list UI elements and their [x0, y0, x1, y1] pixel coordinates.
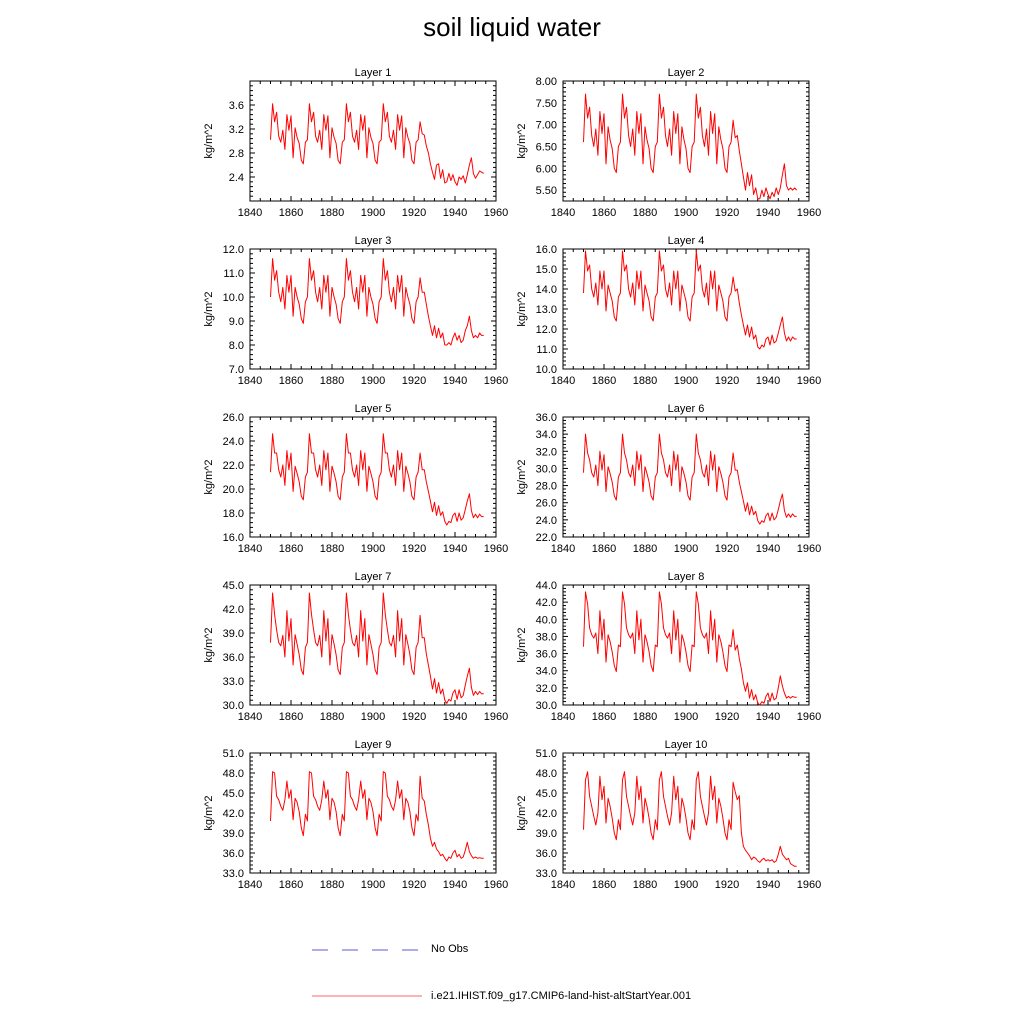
layer-6-xtick-label: 1840: [550, 543, 576, 555]
layer-7-xtick-label: 1900: [360, 711, 386, 723]
layer-1-plot-frame: [250, 81, 496, 201]
layer-9-ytick-label: 51.0: [222, 748, 244, 760]
layer-6-ylabel: kg/m^2: [516, 459, 528, 495]
layer-5-ytick-label: 18.0: [222, 508, 244, 520]
layer-7-xtick-label: 1880: [319, 711, 345, 723]
layer-9-xtick-label: 1880: [319, 879, 345, 891]
layer-4-ytick-label: 10.0: [535, 364, 557, 376]
layer-6-ytick-label: 32.0: [535, 446, 557, 459]
layer-7-ytick-label: 42.0: [222, 604, 244, 616]
layer-8-xtick-label: 1860: [591, 711, 617, 723]
layer-4-xtick-label: 1960: [796, 375, 822, 387]
layer-10-ytick-label: 48.0: [535, 768, 557, 780]
layer-10-xtick-label: 1840: [550, 879, 576, 891]
layer-8-ylabel: kg/m^2: [516, 627, 528, 663]
layer-10-xtick-label: 1860: [591, 879, 617, 891]
layer-1-ytick-label: 2.4: [228, 172, 244, 184]
layer-10-ytick-label: 51.0: [535, 748, 557, 760]
layer-3-ytick-label: 8.0: [228, 340, 244, 352]
layer-5-ytick-label: 26.0: [222, 412, 244, 424]
layer-2-series-line: [584, 94, 797, 199]
layer-3-xtick-label: 1940: [442, 375, 468, 387]
layer-9-title: Layer 9: [354, 739, 392, 751]
layer-3-title: Layer 3: [354, 235, 392, 247]
layer-9-series-line: [271, 772, 484, 861]
layer-10-xtick-label: 1900: [673, 879, 699, 891]
layer-2-ytick-label: 7.50: [535, 97, 557, 110]
layer-9-xtick-label: 1860: [278, 879, 304, 891]
layer-7-ytick-label: 33.0: [222, 676, 244, 688]
layer-8-plot-frame: [563, 585, 809, 705]
layer-6-ytick-label: 22.0: [535, 532, 557, 544]
layer-10-ytick-label: 42.0: [535, 808, 557, 820]
layer-10-xtick-label: 1940: [755, 879, 781, 891]
layer-10-xtick-label: 1960: [796, 879, 822, 891]
layer-6-ytick-label: 26.0: [535, 497, 557, 510]
layer-5-title: Layer 5: [354, 403, 392, 415]
layer-9-xtick-label: 1960: [483, 879, 509, 891]
layer-8-title: Layer 8: [667, 571, 705, 583]
layer-1-title: Layer 1: [354, 67, 392, 79]
layer-4-ytick-label: 12.0: [535, 324, 557, 336]
layer-3-ytick-label: 11.0: [223, 268, 244, 280]
layer-5-ytick-label: 22.0: [222, 460, 244, 472]
layer-4-xtick-label: 1940: [755, 375, 781, 387]
layer-7-xtick-label: 1920: [401, 711, 427, 723]
layer-5-xtick-label: 1860: [278, 543, 304, 555]
layer-10-ytick-label: 45.0: [535, 788, 557, 800]
layer-7-ytick-label: 39.0: [222, 628, 244, 640]
layer-4-ytick-label: 16.0: [535, 244, 557, 256]
layer-9-xtick-label: 1840: [237, 879, 263, 891]
layer-7-ylabel: kg/m^2: [203, 627, 215, 663]
layer-5-xtick-label: 1960: [483, 543, 509, 555]
layer-5-xtick-label: 1900: [360, 543, 386, 555]
layer-8-ytick-label: 30.0: [535, 700, 557, 712]
layer-4-xtick-label: 1840: [550, 375, 576, 387]
layer-2-xtick-label: 1960: [796, 207, 822, 219]
layer-6-ytick-label: 36.0: [535, 412, 557, 424]
layer-7-ytick-label: 45.0: [222, 580, 244, 592]
layer-7-series-line: [271, 593, 484, 703]
layer-5-series-line: [271, 434, 484, 525]
layer-2-ylabel: kg/m^2: [516, 123, 528, 159]
layer-9-xtick-label: 1940: [442, 879, 468, 891]
layer-1-xtick-label: 1880: [319, 207, 345, 219]
page-title: soil liquid water: [423, 12, 601, 42]
layer-3-ylabel: kg/m^2: [203, 291, 215, 327]
layer-10-xtick-label: 1920: [714, 879, 740, 891]
layer-8-xtick-label: 1840: [550, 711, 576, 723]
layer-5-ylabel: kg/m^2: [203, 459, 215, 495]
layer-8-ytick-label: 44.0: [535, 580, 557, 592]
layer-4-ytick-label: 11.0: [536, 344, 557, 356]
layer-4-xtick-label: 1880: [632, 375, 658, 387]
layer-9-xtick-label: 1900: [360, 879, 386, 891]
layer-4-ylabel: kg/m^2: [516, 291, 528, 327]
layer-5-plot-frame: [250, 417, 496, 537]
layer-9-ytick-label: 48.0: [222, 768, 244, 780]
layer-10-ytick-label: 33.0: [535, 868, 557, 880]
layer-2-xtick-label: 1860: [591, 207, 617, 219]
layer-3-xtick-label: 1860: [278, 375, 304, 387]
layer-9-ylabel: kg/m^2: [203, 795, 215, 831]
layer-3-xtick-label: 1840: [237, 375, 263, 387]
layer-8-ytick-label: 34.0: [535, 665, 557, 678]
layer-7-title: Layer 7: [354, 571, 392, 583]
layer-4-plot-frame: [563, 249, 809, 369]
layer-1-ylabel: kg/m^2: [203, 123, 215, 159]
layer-4-xtick-label: 1860: [591, 375, 617, 387]
layer-1-xtick-label: 1900: [360, 207, 386, 219]
layer-10-title: Layer 10: [664, 739, 708, 751]
layer-9-ytick-label: 36.0: [222, 848, 244, 860]
layer-8-ytick-label: 32.0: [535, 682, 557, 695]
layer-4-series-line: [584, 251, 797, 349]
layer-7-xtick-label: 1940: [442, 711, 468, 723]
layer-8-ytick-label: 36.0: [535, 648, 557, 661]
layer-4-xtick-label: 1900: [673, 375, 699, 387]
layer-8-series-line: [584, 592, 797, 705]
layer-9-xtick-label: 1920: [401, 879, 427, 891]
layer-8-xtick-label: 1940: [755, 711, 781, 723]
layer-2-ytick-label: 8.00: [535, 76, 557, 88]
layer-8-xtick-label: 1880: [632, 711, 658, 723]
layer-6-ytick-label: 30.0: [535, 463, 557, 476]
layer-1-xtick-label: 1920: [401, 207, 427, 219]
layer-2-ytick-label: 5.50: [535, 185, 557, 198]
layer-9-ytick-label: 33.0: [222, 868, 244, 880]
layer-2-title: Layer 2: [667, 67, 705, 79]
layer-6-series-line: [584, 434, 797, 524]
layer-9-ytick-label: 39.0: [222, 828, 244, 840]
layer-6-title: Layer 6: [667, 403, 705, 415]
layer-6-xtick-label: 1900: [673, 543, 699, 555]
layer-3-ytick-label: 10.0: [222, 292, 244, 304]
layer-5-xtick-label: 1840: [237, 543, 263, 555]
layer-8-xtick-label: 1960: [796, 711, 822, 723]
layer-2-xtick-label: 1840: [550, 207, 576, 219]
layer-3-xtick-label: 1920: [401, 375, 427, 387]
layer-1-xtick-label: 1840: [237, 207, 263, 219]
layer-1-xtick-label: 1860: [278, 207, 304, 219]
layer-1-xtick-label: 1960: [483, 207, 509, 219]
layer-7-xtick-label: 1960: [483, 711, 509, 723]
layer-2-xtick-label: 1920: [714, 207, 740, 219]
layer-1-ytick-label: 3.2: [228, 124, 244, 136]
layer-6-xtick-label: 1880: [632, 543, 658, 555]
layer-6-plot-frame: [563, 417, 809, 537]
layer-4-xtick-label: 1920: [714, 375, 740, 387]
layer-6-ytick-label: 24.0: [535, 514, 557, 527]
layer-5-xtick-label: 1920: [401, 543, 427, 555]
layer-2-ytick-label: 6.50: [535, 141, 557, 154]
layer-3-xtick-label: 1960: [483, 375, 509, 387]
legend-no-obs-label: No Obs: [431, 943, 469, 955]
layer-8-ytick-label: 42.0: [535, 597, 557, 610]
layer-4-title: Layer 4: [667, 235, 705, 247]
layer-9-ytick-label: 42.0: [222, 808, 244, 820]
layer-2-xtick-label: 1900: [673, 207, 699, 219]
layer-6-xtick-label: 1860: [591, 543, 617, 555]
layer-1-ytick-label: 2.8: [228, 148, 244, 160]
layer-2-xtick-label: 1940: [755, 207, 781, 219]
layer-6-xtick-label: 1940: [755, 543, 781, 555]
layer-3-ytick-label: 9.0: [228, 316, 244, 328]
layer-3-plot-frame: [250, 249, 496, 369]
layer-7-ytick-label: 36.0: [222, 652, 244, 664]
legend-model-label: i.e21.IHIST.f09_g17.CMIP6-land-hist-altStartYear.001: [431, 990, 692, 1002]
layer-2-ytick-label: 7.00: [535, 119, 557, 132]
layer-7-plot-frame: [250, 585, 496, 705]
layer-6-xtick-label: 1960: [796, 543, 822, 555]
layer-8-xtick-label: 1900: [673, 711, 699, 723]
layer-10-ytick-label: 36.0: [535, 848, 557, 860]
layer-4-ytick-label: 14.0: [535, 284, 557, 296]
layer-8-xtick-label: 1920: [714, 711, 740, 723]
layer-2-xtick-label: 1880: [632, 207, 658, 219]
layer-2-ytick-label: 6.00: [535, 163, 557, 176]
layer-10-series-line: [584, 772, 797, 867]
layer-10-ylabel: kg/m^2: [516, 795, 528, 831]
layer-7-xtick-label: 1860: [278, 711, 304, 723]
layer-6-ytick-label: 28.0: [535, 480, 557, 493]
layer-9-ytick-label: 45.0: [222, 788, 244, 800]
layer-6-xtick-label: 1920: [714, 543, 740, 555]
layer-2-plot-frame: [563, 81, 809, 201]
layer-6-ytick-label: 34.0: [535, 429, 557, 442]
layer-7-xtick-label: 1840: [237, 711, 263, 723]
layer-4-ytick-label: 13.0: [535, 304, 557, 316]
layer-3-xtick-label: 1900: [360, 375, 386, 387]
layer-5-ytick-label: 16.0: [222, 532, 244, 544]
layer-4-ytick-label: 15.0: [535, 264, 557, 276]
layer-5-xtick-label: 1880: [319, 543, 345, 555]
layer-10-plot-frame: [563, 753, 809, 873]
layer-3-series-line: [271, 259, 484, 345]
layer-8-ytick-label: 38.0: [535, 631, 557, 644]
layer-1-series-line: [271, 104, 484, 186]
layer-3-xtick-label: 1880: [319, 375, 345, 387]
layer-3-ytick-label: 7.0: [228, 364, 244, 376]
layer-3-ytick-label: 12.0: [222, 244, 244, 256]
layer-8-ytick-label: 40.0: [535, 614, 557, 627]
layer-7-ytick-label: 30.0: [222, 700, 244, 712]
layer-5-ytick-label: 20.0: [222, 484, 244, 496]
layer-1-ytick-label: 3.6: [228, 100, 244, 112]
layer-10-ytick-label: 39.0: [535, 828, 557, 840]
layer-5-xtick-label: 1940: [442, 543, 468, 555]
layer-5-ytick-label: 24.0: [222, 436, 244, 448]
layer-1-xtick-label: 1940: [442, 207, 468, 219]
layer-10-xtick-label: 1880: [632, 879, 658, 891]
